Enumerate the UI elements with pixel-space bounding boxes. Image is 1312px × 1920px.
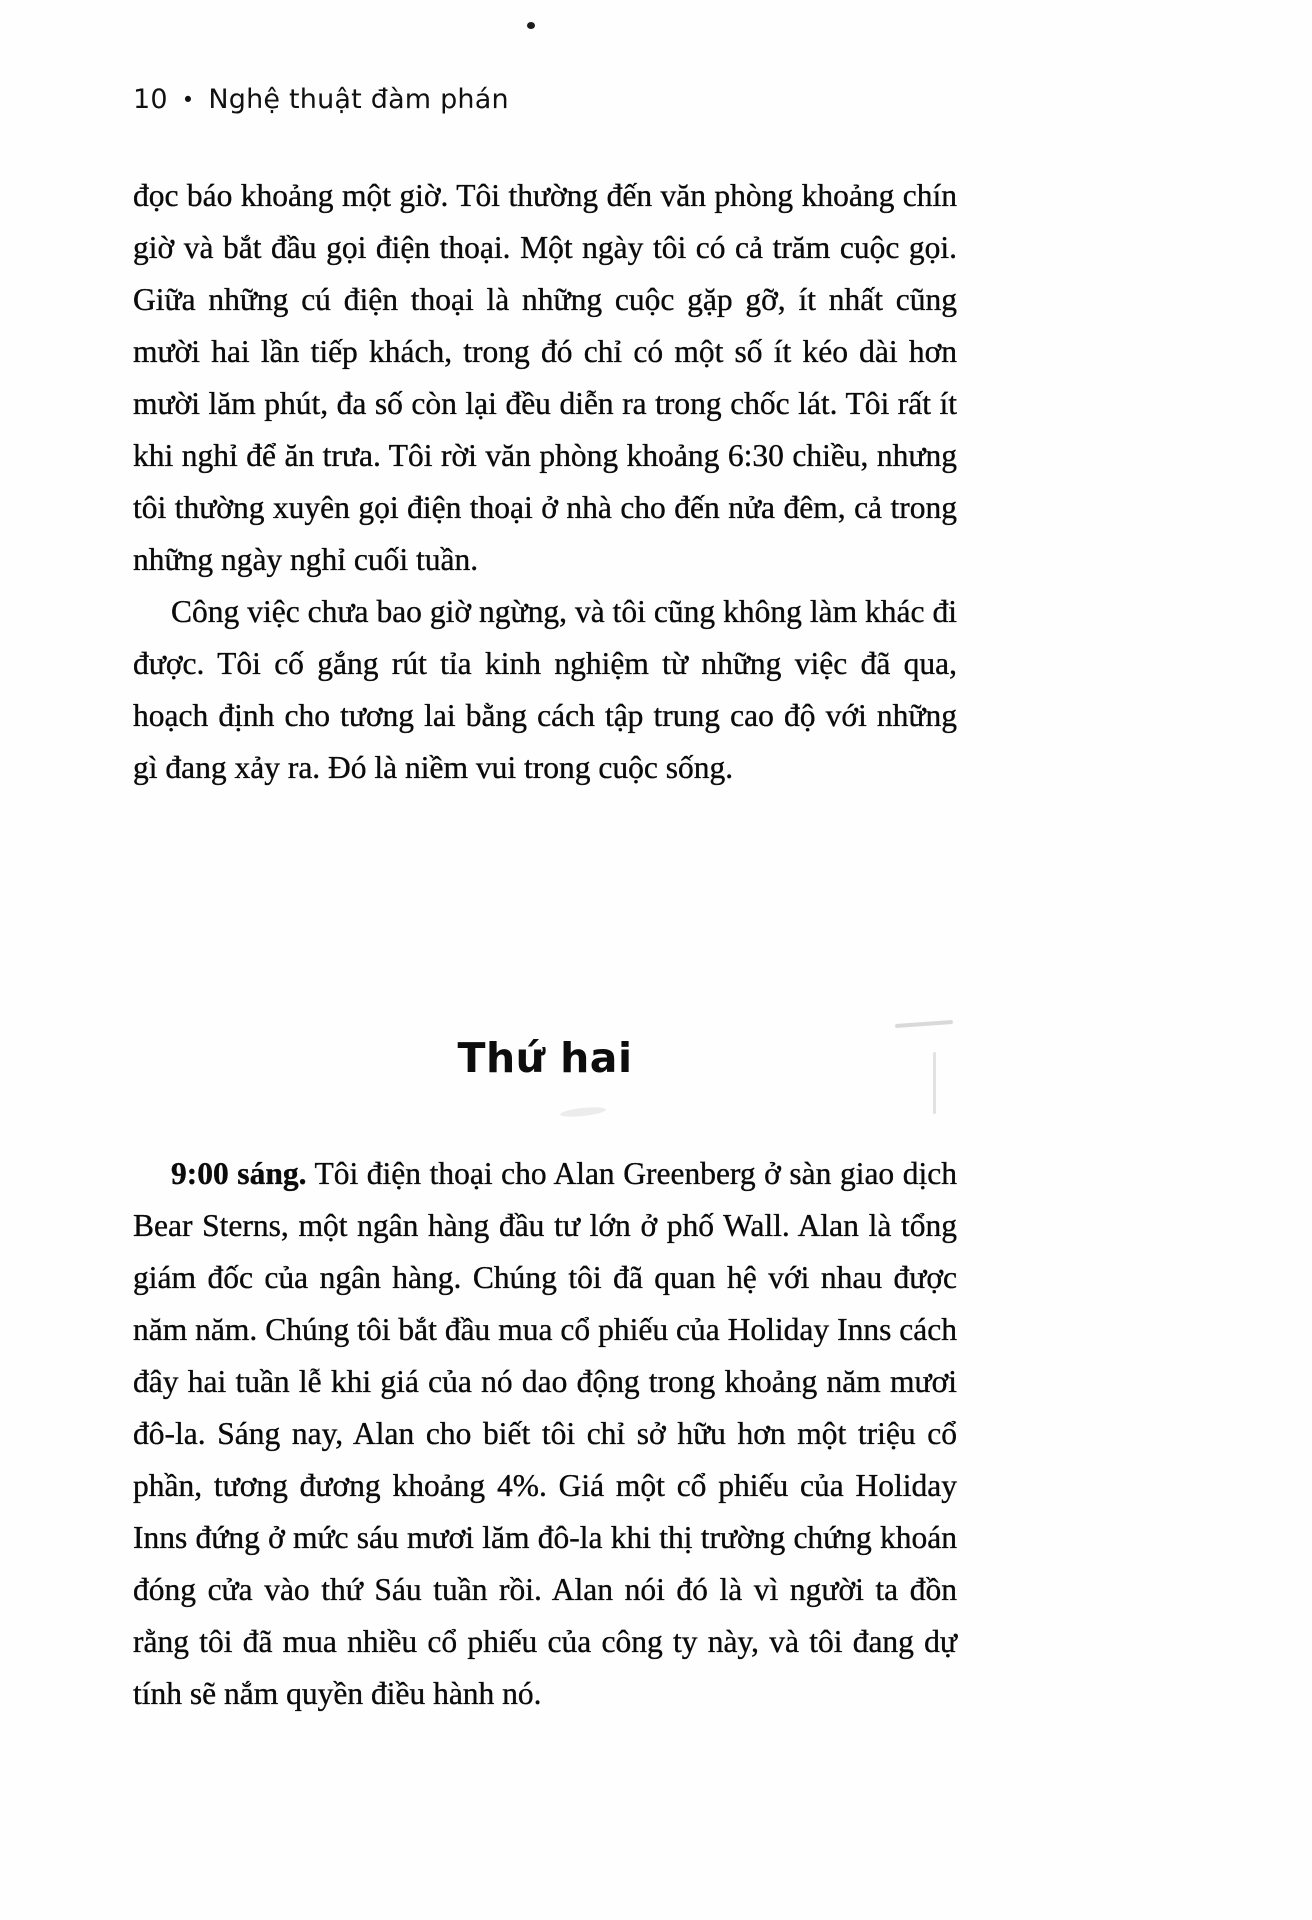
- page-number: 10: [133, 84, 168, 115]
- paragraph-2: Công việc chưa bao giờ ngừng, và tôi cũng không làm khác đi được. Tôi cố gắng rút tỉa kinh nghiệm từ những việc đã qua, hoạch định cho tương lai bằng cách tập trung cao độ với những gì đang xảy ra. Đó là niềm vui trong cuộc sống.: [133, 594, 957, 785]
- paragraph-3-lead: 9:00 sáng.: [171, 1156, 307, 1191]
- section-heading: Thứ hai: [457, 1034, 633, 1082]
- scan-smudge-artifact: [933, 1052, 936, 1114]
- page-body: [133, 170, 957, 1720]
- scan-dot-artifact: [527, 22, 535, 29]
- paragraph-3-text: Tôi điện thoại cho Alan Greenberg ở sàn giao dịch Bear Sterns, một ngân hàng đầu tư lớn ở phố Wall. Alan là tổng giám đốc của ngân hàng. Chúng tôi đã quan hệ với nhau được năm năm. Chúng tôi bắt đầu mua cổ phiếu của Holiday Inns cách đây hai tuần lễ khi giá của nó dao động trong khoảng năm mươi đô-la. Sáng nay, Alan cho biết tôi chỉ sở hữu hơn một triệu cổ phần, tương đương khoảng 4%. Giá một cổ phiếu của Holiday Inns đứng ở mức sáu mươi lăm đô-la khi thị trường chứng khoán đóng cửa vào thứ Sáu tuần rồi. Alan nói đó là vì người ta đồn rằng tôi đã mua nhiều cổ phiếu của công ty này, và tôi đang dự tính sẽ nắm quyền điều hành nó.: [133, 1156, 957, 1711]
- paragraph-3: [133, 1148, 957, 1720]
- paragraph-1: đọc báo khoảng một giờ. Tôi thường đến văn phòng khoảng chín giờ và bắt đầu gọi điện thoại. Một ngày tôi có cả trăm cuộc gọi. Giữa những cú điện thoại là những cuộc gặp gỡ, ít nhất cũng mười hai lần tiếp khách, trong đó chỉ có một số ít kéo dài hơn mười lăm phút, đa số còn lại đều diễn ra trong chốc lát. Tôi rất ít khi nghỉ để ăn trưa. Tôi rời văn phòng khoảng 6:30 chiều, nhưng tôi thường xuyên gọi điện thoại ở nhà cho đến nửa đêm, cả trong những ngày nghỉ cuối tuần.: [133, 178, 957, 577]
- book-title: Nghệ thuật đàm phán: [208, 84, 509, 115]
- running-header: [133, 84, 509, 115]
- header-bullet-icon: •: [181, 88, 195, 112]
